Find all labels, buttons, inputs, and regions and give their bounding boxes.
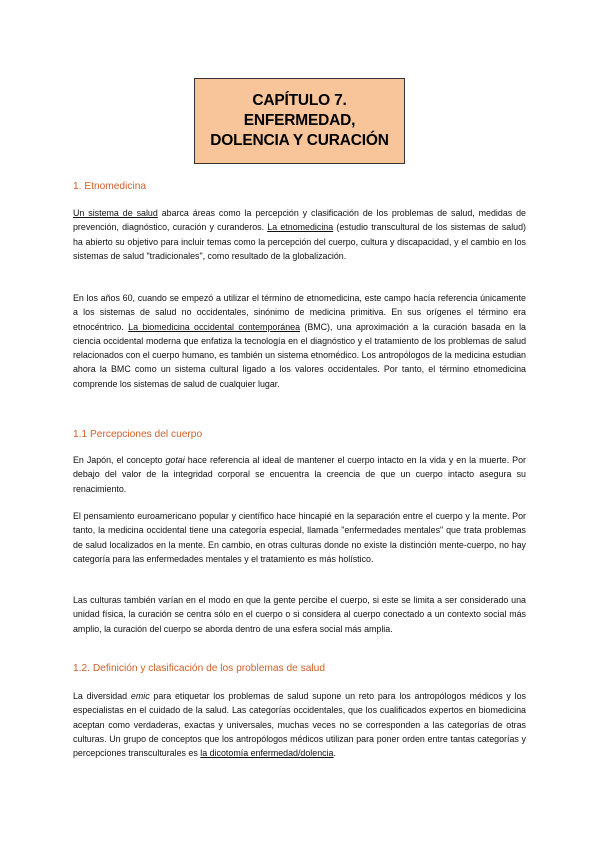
section-1-1-heading: 1.1 Percepciones del cuerpo xyxy=(73,429,203,440)
term-dicotomia: la dicotomía enfermedad/dolencia xyxy=(200,748,334,759)
term-sistema-de-salud: Un sistema de salud xyxy=(73,208,158,218)
chapter-title-line-2: ENFERMEDAD, xyxy=(243,112,356,129)
term-gotai: gotai xyxy=(165,455,185,465)
chapter-title-line-3: DOLENCIA Y CURACIÓN xyxy=(210,132,389,149)
paragraph-6: La diversidad emic para etiquetar los problemas de salud supone un reto para los antropólogos médicos y los especialistas en el cuidado de la salud. Las categorías occidentales, que los cualificados expertos en biomedicina aceptan como verdaderas, exactas y universales, muchas veces no se corresponden a las categorías de otras culturas. Un grupo de conceptos que los antropólogos médicos utilizan para poner orden entre tantas categorías y percepciones transculturales es la dicotomía enfermedad/dolencia. xyxy=(73,691,526,759)
paragraph-1: Un sistema de salud abarca áreas como la percepción y clasificación de los problemas de salud, medidas de prevención, diagnóstico, curación y curanderos. La etnomedicina (estudio transcultural de los sistemas de salud) ha abierto su objetivo para incluir temas como la percepción del cuerpo, cultura y discapacidad, y el cambio en los sistemas de salud "tradicionales", como resultado de la globalización. xyxy=(73,208,526,261)
chapter-title-line-1: CAPÍTULO 7. xyxy=(252,92,347,109)
section-1-2-heading: 1.2. Definición y clasificación de los problemas de salud xyxy=(73,663,325,674)
paragraph-2: En los años 60, cuando se empezó a utilizar el término de etnomedicina, este campo hacía referencia únicamente a los sistemas de salud no occidentales, sinónimo de medicina primitiva. En sus orígenes el término era etnocéntrico. La biomedicina occidental contemporánea (BMC), una aproximación a la curación basada en la ciencia occidental moderna que enfatiza la tecnología en el diagnóstico y el tratamiento de los problemas de salud relacionados con el cuerpo humano, es también un sistema etnomédico. Los antropólogos de la medicina estudian ahora la BMC como un sistema cultural ligado a los valores occidentales. Por tanto, el término etnomedicina comprende los sistemas de salud de cualquier lugar. xyxy=(73,293,526,389)
term-emic: emic xyxy=(130,691,150,701)
paragraph-3: En Japón, el concepto gotai hace referencia al ideal de mantener el cuerpo intacto en la vida y en la muerte. Por debajo del valor de la integridad corporal se encuentra la creencia de que un cuerpo intacto asegura su renacimiento. xyxy=(73,455,526,494)
section-1-heading: 1. Etnomedicina xyxy=(73,181,147,192)
term-biomedicina: La biomedicina occidental contemporánea xyxy=(128,321,301,332)
chapter-title-box xyxy=(194,78,405,164)
term-etnomedicina: La etnomedicina xyxy=(267,222,334,233)
paragraph-4: El pensamiento euroamericano popular y científico hace hincapié en la separación entre el cuerpo y la mente. Por tanto, la medicina occidental tiene una categoría especial, llamada "enfermedades mentales" que trata problemas de salud localizados en la mente. En cambio, en otras culturas donde no existe la distinción mente-cuerpo, no hay categoría para las enfermedades mentales y el tratamiento es más holístico. xyxy=(73,511,526,564)
paragraph-5: Las culturas también varían en el modo en que la gente percibe el cuerpo, si este se limita a ser considerado una unidad física, la curación se centra sólo en el cuerpo o si considera al cuerpo conectado a un contexto social más amplio, la curación del cuerpo se aborda dentro de una esfera social más amplia. xyxy=(73,595,526,634)
